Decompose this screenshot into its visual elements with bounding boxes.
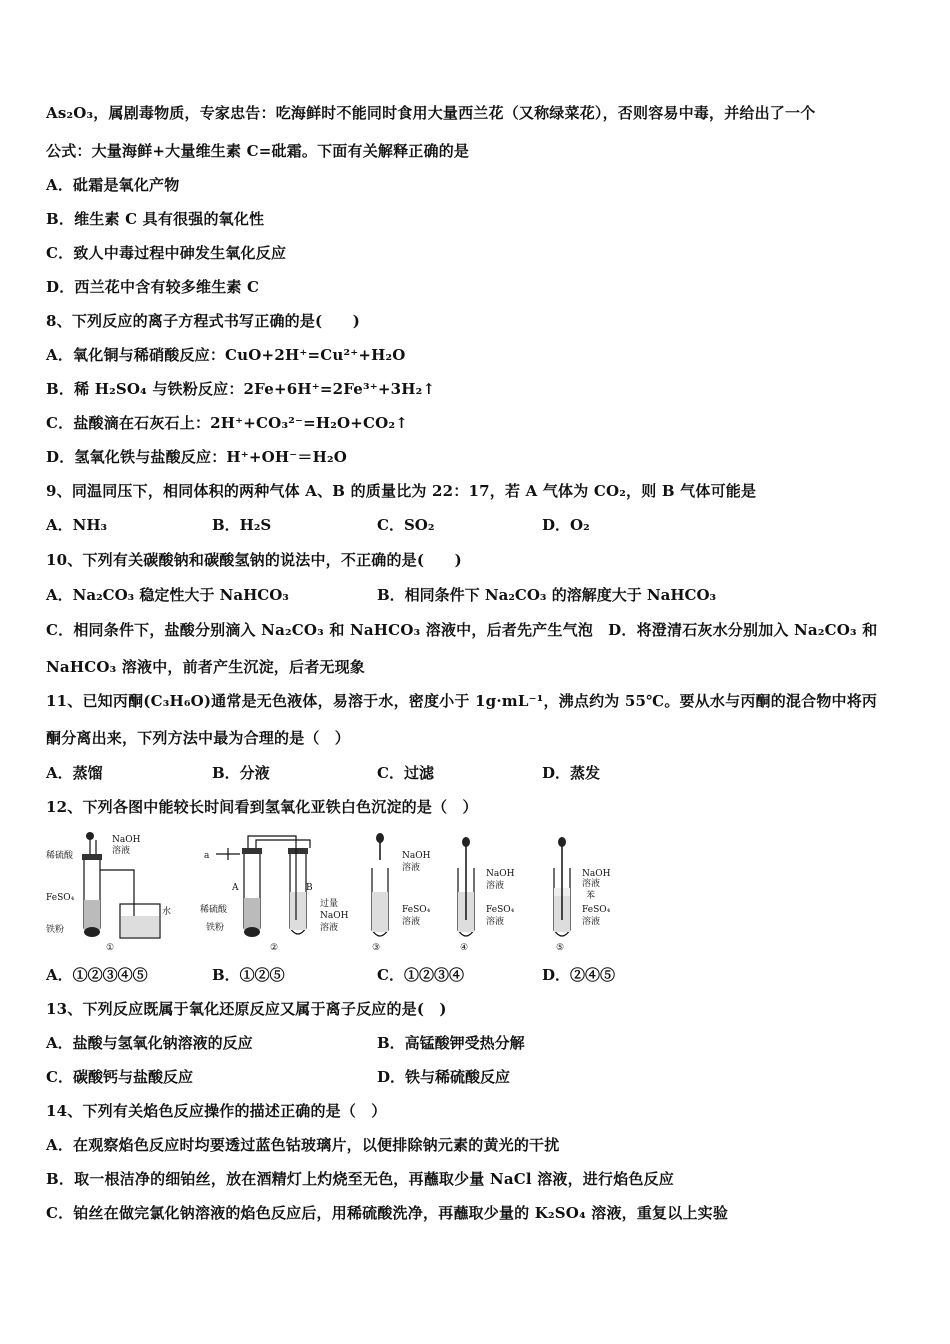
- fig5-label-solution-bottom: 溶液: [582, 917, 601, 927]
- fig4-number: ④: [460, 943, 469, 953]
- fig3-label-feso4: FeSO₄: [402, 905, 431, 915]
- q10-option-c-cont: NaHCO₃ 溶液中，前者产生沉淀，后者无现象: [46, 658, 366, 676]
- q10-stem: 10、下列有关碳酸钠和碳酸氢钠的说法中，不正确的是( ): [46, 551, 462, 569]
- q7-option-d: D．西兰花中含有较多维生素 C: [46, 278, 260, 296]
- fig5-label-feso4: FeSO₄: [582, 905, 611, 915]
- fig5-label-solution-top: 溶液: [582, 879, 601, 889]
- fig4-label-feso4: FeSO₄: [486, 905, 515, 915]
- fig2-number: ②: [270, 943, 279, 953]
- fig2-label-acid: 稀硫酸: [200, 905, 228, 915]
- fig2-label-tube-b: B: [306, 883, 313, 893]
- q9-option-a: A．NH₃: [46, 516, 108, 534]
- fig4-label-solution-bottom: 溶液: [486, 917, 505, 927]
- fig3-label-naoh: NaOH: [402, 851, 431, 861]
- q14-stem: 14、下列有关焰色反应操作的描述正确的是（ ）: [46, 1102, 387, 1120]
- q11-stem-cont: 酮分离出来，下列方法中最为合理的是（ ）: [46, 729, 351, 747]
- fig1-label-water: 水: [162, 907, 172, 917]
- q14-option-a: A．在观察焰色反应时均要透过蓝色钴玻璃片，以便排除钠元素的黄光的干扰: [46, 1136, 560, 1154]
- q12-option-a: A．①②③④⑤: [46, 966, 148, 984]
- q13-option-a: A．盐酸与氢氧化钠溶液的反应: [46, 1034, 253, 1052]
- q8-stem: 8、下列反应的离子方程式书写正确的是( ): [46, 312, 361, 330]
- q8-option-d: D．氢氧化铁与盐酸反应：H⁺+OH⁻＝H₂O: [46, 448, 348, 466]
- fig2-label-iron: 铁粉: [206, 923, 225, 933]
- apparatus-figure-4: [454, 830, 544, 958]
- q14-option-b: B．取一根洁净的细铂丝，放在酒精灯上灼烧至无色，再蘸取少量 NaCl 溶液，进行焰色反应: [46, 1170, 674, 1188]
- fig1-label-solution: 溶液: [112, 846, 131, 856]
- fig1-label-iron: 铁粉: [46, 925, 65, 935]
- intro-line-2: 公式：大量海鲜+大量维生素 C=砒霜。下面有关解释正确的是: [46, 142, 470, 160]
- q9-stem: 9、同温同压下，相同体积的两种气体 A、B 的质量比为 22：17，若 A 气体为 CO₂，则 B 气体可能是: [46, 482, 757, 500]
- q10-option-a: A．Na₂CO₃ 稳定性大于 NaHCO₃: [46, 586, 289, 604]
- q11-stem: 11、已知丙酮(C₃H₆O)通常是无色液体，易溶于水，密度小于 1g·mL⁻¹，沸点约为 55℃。要从水与丙酮的混合物中将丙: [46, 692, 878, 710]
- q8-option-c: C．盐酸滴在石灰石上：2H⁺+CO₃²⁻=H₂O+CO₂↑: [46, 414, 408, 432]
- fig2-label-excess: 过量: [320, 899, 339, 909]
- fig3-number: ③: [372, 943, 381, 953]
- fig5-label-benzene: 苯: [586, 891, 596, 901]
- q9-option-c: C．SO₂: [377, 516, 435, 534]
- q11-option-b: B．分液: [212, 764, 270, 782]
- fig1-number: ①: [106, 943, 115, 953]
- q12-stem: 12、下列各图中能较长时间看到氢氧化亚铁白色沉淀的是（ ）: [46, 798, 478, 816]
- fig2-label-tube-a: A: [232, 883, 239, 893]
- q13-option-b: B．高锰酸钾受热分解: [377, 1034, 525, 1052]
- q12-option-c: C．①②③④: [377, 966, 464, 984]
- q11-option-c: C．过滤: [377, 764, 434, 782]
- q11-option-d: D．蒸发: [542, 764, 601, 782]
- fig2-label-naoh: NaOH: [320, 911, 349, 921]
- q7-option-a: A．砒霜是氧化产物: [46, 176, 180, 194]
- q13-option-c: C．碳酸钙与盐酸反应: [46, 1068, 193, 1086]
- fig4-label-naoh: NaOH: [486, 869, 515, 879]
- q10-option-c: C．相同条件下，盐酸分别滴入 Na₂CO₃ 和 NaHCO₃ 溶液中，后者先产生气泡 D．将澄清石灰水分别加入 Na₂CO₃ 和: [46, 621, 878, 639]
- fig1-label-feso4: FeSO₄: [46, 893, 75, 903]
- apparatus-figure-5: [550, 830, 640, 958]
- apparatus-figure-1: [44, 830, 184, 958]
- fig5-label-naoh: NaOH: [582, 869, 611, 879]
- q10-option-b: B．相同条件下 Na₂CO₃ 的溶解度大于 NaHCO₃: [377, 586, 717, 604]
- q9-option-d: D．O₂: [542, 516, 590, 534]
- q7-option-b: B．维生素 C 具有很强的氧化性: [46, 210, 265, 228]
- q7-option-c: C．致人中毒过程中砷发生氧化反应: [46, 244, 287, 262]
- q11-option-a: A．蒸馏: [46, 764, 103, 782]
- apparatus-figure-3: [366, 830, 456, 958]
- fig3-label-solution-top: 溶液: [402, 863, 421, 873]
- fig4-label-solution-top: 溶液: [486, 881, 505, 891]
- fig2-label-a: a: [204, 851, 210, 861]
- apparatus-figure-2: [200, 830, 360, 958]
- intro-line-1: As₂O₃，属剧毒物质，专家忠告：吃海鲜时不能同时食用大量西兰花（又称绿菜花），否则容易中毒，并给出了一个: [46, 104, 816, 122]
- fig1-label-acid: 稀硫酸: [46, 851, 74, 861]
- fig1-label-naoh: NaOH: [112, 835, 141, 845]
- q8-option-a: A．氧化铜与稀硝酸反应：CuO+2H⁺=Cu²⁺+H₂O: [46, 346, 406, 364]
- fig5-number: ⑤: [556, 943, 565, 953]
- q13-option-d: D．铁与稀硫酸反应: [377, 1068, 511, 1086]
- q13-stem: 13、下列反应既属于氧化还原反应又属于离子反应的是( ): [46, 1000, 447, 1018]
- fig2-label-solution: 溶液: [320, 923, 339, 933]
- fig3-label-solution-bottom: 溶液: [402, 917, 421, 927]
- q12-option-b: B．①②⑤: [212, 966, 285, 984]
- q8-option-b: B．稀 H₂SO₄ 与铁粉反应：2Fe+6H⁺=2Fe³⁺+3H₂↑: [46, 380, 436, 398]
- q12-option-d: D．②④⑤: [542, 966, 616, 984]
- q14-option-c: C．铂丝在做完氯化钠溶液的焰色反应后，用稀硫酸洗净，再蘸取少量的 K₂SO₄ 溶液，重复以上实验: [46, 1204, 729, 1222]
- q9-option-b: B．H₂S: [212, 516, 272, 534]
